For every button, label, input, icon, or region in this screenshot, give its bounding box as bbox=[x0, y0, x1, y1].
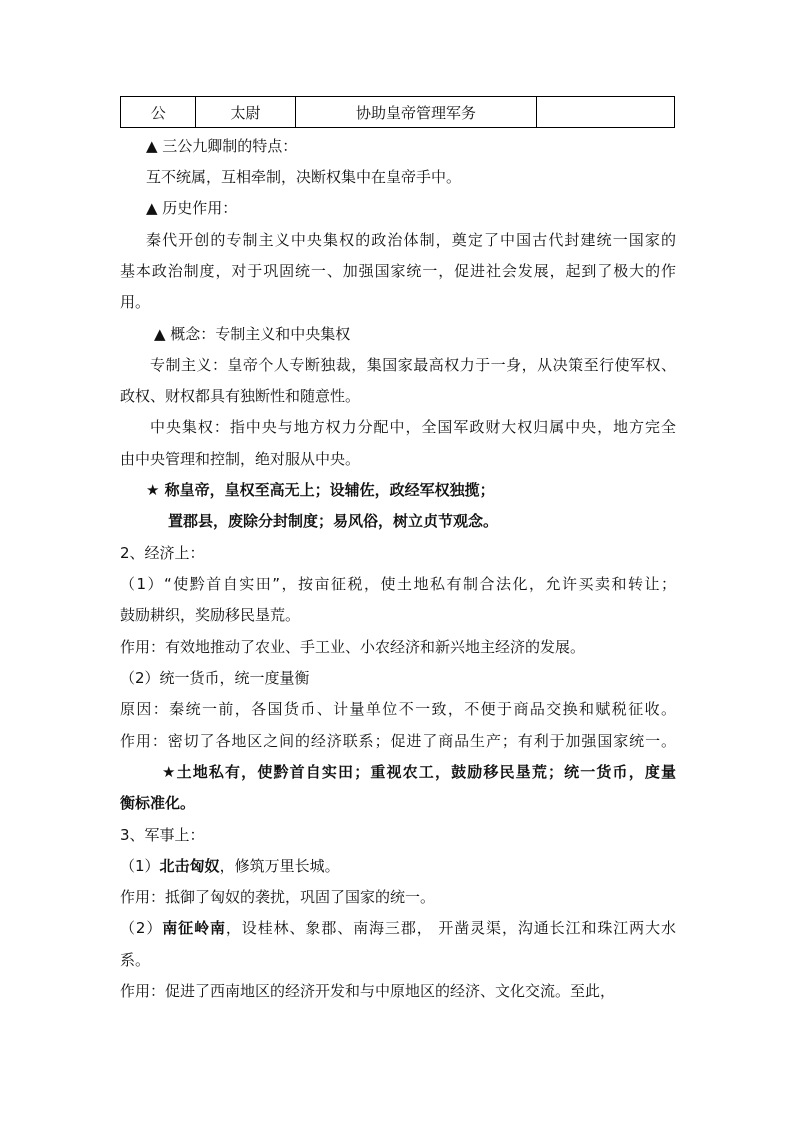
table-row bbox=[121, 97, 675, 128]
paragraph-centralization-line1: 中央集权：指中央与地方权力分配中，全国军政财大权归属中央，地方完全 bbox=[150, 418, 676, 436]
heading-historical-role: ▲ 历史作用： bbox=[146, 199, 238, 217]
paragraph-autocracy-line1: 专制主义：皇帝个人专断独裁，集国家最高权力于一身，从决策至行使军权、 bbox=[150, 356, 676, 374]
military-item1-number: （1） bbox=[120, 857, 160, 875]
summary-political-line1: ★ 称皇帝，皇权至高无上；设辅佐，政经军权独揽； bbox=[146, 481, 495, 499]
summary-economy-line1: ★土地私有，使黔首自实田；重视农工，鼓励移民垦荒；统一货币，度量 bbox=[162, 763, 676, 781]
section-economy-heading: 2、经济上： bbox=[120, 544, 205, 562]
heading-features: ▲ 三公九卿制的特点： bbox=[146, 137, 298, 155]
summary-political-line2: 置郡县，废除分封制度；易风俗，树立贞节观念。 bbox=[168, 512, 499, 530]
table-cell-title: 太尉 bbox=[196, 97, 295, 128]
military-item2-line1 bbox=[120, 918, 676, 938]
table-cell-duty: 协助皇帝管理军务 bbox=[295, 97, 537, 128]
paragraph-features: 互不统属，互相牵制，决断权集中在皇帝手中。 bbox=[146, 168, 462, 186]
summary-economy-line2: 衡标准化。 bbox=[120, 794, 196, 812]
military-item2-effect: 作用：促进了西南地区的经济开发和与中原地区的经济、文化交流。至此， bbox=[120, 982, 616, 1000]
paragraph-centralization-line2: 由中央管理和控制，绝对服从中央。 bbox=[120, 450, 361, 468]
military-item2-text: ，设桂林、象郡、南海三郡， 开凿灵渠，沟通长江和珠江两大水 bbox=[225, 919, 676, 937]
table-cell-rank: 公 bbox=[121, 97, 196, 128]
military-item1-bold: 北击匈奴 bbox=[159, 857, 220, 875]
military-item2-line2: 系。 bbox=[120, 951, 151, 969]
military-item1 bbox=[120, 856, 340, 876]
military-item1-text: ，修筑万里长城。 bbox=[219, 857, 340, 875]
economy-item1-effect: 作用：有效地推动了农业、手工业、小农经济和新兴地主经济的发展。 bbox=[120, 638, 586, 656]
economy-item2-reason: 原因：秦统一前，各国货币、计量单位不一致，不便于商品交换和赋税征收。 bbox=[120, 700, 676, 718]
table-cell-empty bbox=[537, 97, 675, 128]
paragraph-autocracy-line2: 政权、财权都具有独断性和随意性。 bbox=[120, 387, 361, 405]
officials-table bbox=[120, 96, 675, 128]
paragraph-role-line1: 秦代开创的专制主义中央集权的政治体制，奠定了中国古代封建统一国家的 bbox=[146, 231, 676, 249]
economy-item1-line1: （1）“使黔首自实田”，按亩征税，使土地私有制合法化，允许买卖和转让； bbox=[120, 575, 676, 593]
paragraph-role-line2: 基本政治制度，对于巩固统一、加强国家统一，促进社会发展，起到了极大的作 bbox=[120, 262, 676, 280]
heading-concepts: ▲ 概念：专制主义和中央集权 bbox=[154, 325, 351, 343]
economy-item2-title: （2）统一货币，统一度量衡 bbox=[120, 669, 310, 687]
military-item1-effect: 作用：抵御了匈奴的袭扰，巩固了国家的统一。 bbox=[120, 888, 436, 906]
military-item2-number: （2） bbox=[120, 919, 163, 937]
economy-item1-line2: 鼓励耕织，奖励移民垦荒。 bbox=[120, 606, 301, 624]
section-military-heading: 3、军事上： bbox=[120, 826, 205, 844]
paragraph-role-line3: 用。 bbox=[120, 293, 151, 311]
military-item2-bold: 南征岭南 bbox=[162, 919, 226, 937]
economy-item2-effect: 作用：密切了各地区之间的经济联系；促进了商品生产；有利于加强国家统一。 bbox=[120, 732, 676, 750]
